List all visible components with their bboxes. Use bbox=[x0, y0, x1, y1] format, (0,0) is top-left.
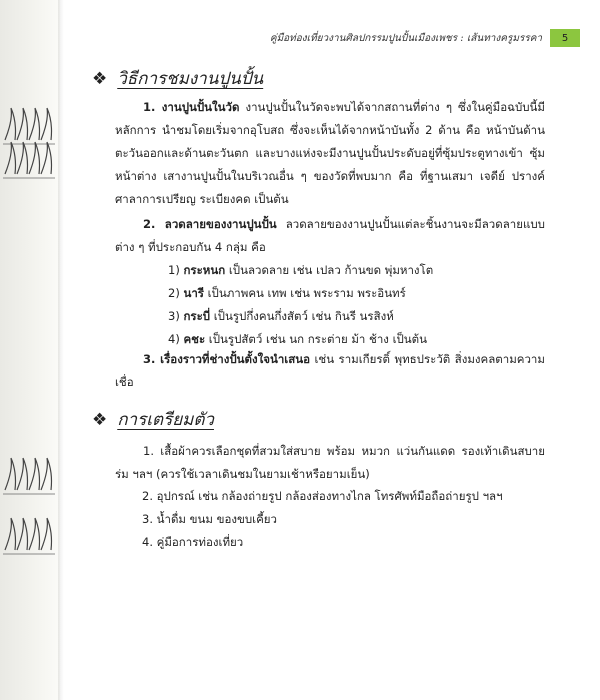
paragraph-text: งานปูนปั้นในวัดจะพบได้จากสถานที่ต่าง ๆ ซึ่งในคู่มือฉบับนี้มีหลักการ นำชมโดยเริ่มจากอุโบสถ ซึ่งจะเห็นได้จากหน้าบันทั้ง 2 ด้าน คือ หน้าบันด้านตะวันออกและด้านตะวันตก และบางแห่งจะมีงานปูนปั้นประดับอยู่ที่ซุ้มประตูทางเข้า ซุ้มหน้าต่าง เสางานปูนปั้นในบริเวณอื่น ๆ ของวัดที่พบมาก คือ ที่ฐานเสมา เจดีย์ ปรางค์ ศาลาการเปรียญ ระเบียงคด เป็นต้น bbox=[115, 100, 545, 206]
diamond-bullet-icon: ❖ bbox=[92, 409, 108, 430]
list-item: 3) กระบี่ เป็นรูปกึ่งคนกึ่งสัตว์ เช่น กินรี นรสิงห์ bbox=[168, 309, 394, 323]
page-number: 5 bbox=[550, 29, 580, 47]
prep-item-snacks: 3. น้ำดื่ม ขนม ของขบเคี้ยว bbox=[142, 512, 277, 526]
prep-item-clothing: 1. เสื้อผ้าควรเลือกชุดที่สวมใส่สบาย พร้อม หมวก แว่นกันแดด รองเท้าเดินสบาย ร่ม ฯลฯ (ควรใช้เวลาเดินชมในยามเช้าหรือยามเย็น) bbox=[115, 444, 545, 481]
group-name: กระบี่ bbox=[183, 309, 211, 323]
section-title-preparation: การเตรียมตัว bbox=[117, 410, 214, 430]
header-title: คู่มือท่องเที่ยวงานศิลปกรรมปูนปั้นเมืองเพชร : เส้นทางครูมรรคา bbox=[269, 32, 542, 44]
paragraph-text: เช่น รามเกียรติ์ พุทธประวัติ สิ่งมงคลตามความเชื่อ bbox=[115, 352, 545, 389]
paragraph-lead: 1. งานปูนปั้นในวัด bbox=[143, 100, 240, 114]
binding-shadow bbox=[58, 0, 64, 700]
paragraph-lead: 3. เรื่องราวที่ช่างปั้นตั้งใจนำเสนอ bbox=[143, 352, 310, 366]
list-item: 2) นารี เป็นภาพคน เทพ เช่น พระราม พระอินทร์ bbox=[168, 286, 406, 300]
group-name: คชะ bbox=[183, 332, 206, 346]
running-header bbox=[270, 29, 580, 47]
prep-item-guidebook: 4. คู่มือการท่องเที่ยว bbox=[142, 535, 244, 549]
left-ornament-bottom bbox=[3, 450, 55, 500]
paragraph-lead: 2. ลวดลายของงานปูนปั้น bbox=[143, 217, 277, 231]
paragraph-stucco-in-temple bbox=[115, 96, 545, 211]
section-title-viewing: วิธีการชมงานปูนปั้น bbox=[117, 69, 264, 89]
group-name: กระหนก bbox=[183, 263, 226, 277]
group-name: นารี bbox=[183, 286, 204, 300]
section-heading-preparation bbox=[92, 406, 214, 433]
pattern-group-list bbox=[168, 259, 433, 351]
diamond-bullet-icon: ❖ bbox=[92, 68, 108, 89]
list-item: 1) กระหนก เป็นลวดลาย เช่น เปลว ก้านขด พุ่มหางโต bbox=[168, 263, 434, 277]
list-item: 4) คชะ เป็นรูปสัตว์ เช่น นก กระต่าย ม้า ช้าง เป็นต้น bbox=[168, 332, 427, 346]
section-heading-viewing bbox=[92, 65, 263, 92]
left-ornament-bottom-2 bbox=[3, 510, 55, 560]
paragraph-stories bbox=[115, 348, 545, 394]
prep-item-equipment: 2. อุปกรณ์ เช่น กล้องถ่ายรูป กล้องส่องทางไกล โทรศัพท์มือถือถ่ายรูป ฯลฯ bbox=[142, 489, 503, 503]
paragraph-text: ลวดลายของงานปูนปั้นแต่ละชิ้นงานจะมีลวดลายแบบต่าง ๆ ที่ประกอบกัน 4 กลุ่ม คือ bbox=[115, 217, 545, 254]
paragraph-patterns bbox=[115, 213, 545, 259]
left-ornament-top-2 bbox=[3, 134, 55, 184]
